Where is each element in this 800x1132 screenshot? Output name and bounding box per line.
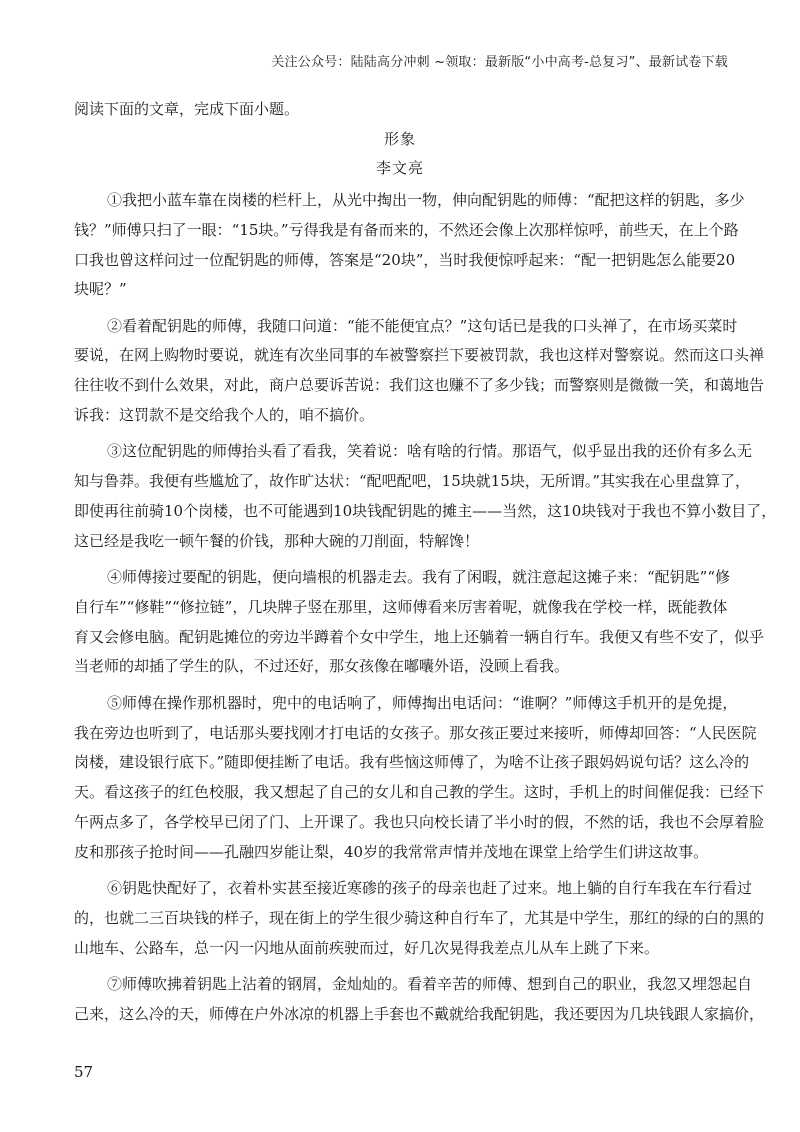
paragraph-line: 岗楼，建设银行底下。”随即便挂断了电话。我有些恼这师傅了，为啥不让孩子跟妈妈说句话？这么冷的 xyxy=(74,753,750,772)
article-title: 形象 xyxy=(383,130,416,148)
paragraph-line: 山地车、公路车，总一闪一闪地从面前疾驶而过，好几次晃得我差点儿从车上跳了下来。 xyxy=(74,938,660,957)
paragraph-line: ⑤师傅在操作那机器时，兜中的电话响了，师傅掏出电话问：“谁啊？”师傅这手机开的是免提， xyxy=(107,693,738,712)
article-paragraph xyxy=(74,437,777,556)
paragraph-line: 钱？”师傅只扫了一眼：“15块。”亏得我是有备而来的，不然还会像上次那样惊呼，前些天，在上个路 xyxy=(74,220,739,239)
paragraph-line: ⑥钥匙快配好了，衣着朴实甚至接近寒碜的孩子的母亲也赶了过来。地上躺的自行车我在车行看过 xyxy=(107,879,753,898)
article-paragraph xyxy=(74,689,765,868)
paragraph-line: ④师傅接过要配的钥匙，便向墙根的机器走去。我有了闲暇，就注意起这摊子来：“配钥匙”“修 xyxy=(107,568,731,587)
paragraph-line: 育又会修电脑。配钥匙摊位的旁边半蹲着个女中学生，地上还躺着一辆自行车。我便又有些不安了，似乎 xyxy=(74,627,765,646)
paragraph-line: 的，也就二三百块钱的样子，现在街上的学生很少骑这种自行车了，尤其是中学生，那红的绿的白的黑的 xyxy=(74,908,765,927)
paragraph-line: ②看着配钥匙的师傅，我随口问道：“能不能便宜点？”这句话已是我的口头禅了，在市场买菜时 xyxy=(107,316,738,335)
reading-instruction: 阅读下面的文章，完成下面小题。 xyxy=(74,100,300,118)
article-paragraph xyxy=(74,186,745,305)
article-body xyxy=(74,186,777,1036)
article-paragraph xyxy=(74,970,765,1030)
paragraph-line: 即使再往前骑10个岗楼，也不可能遇到10块钱配钥匙的摊主——当然，这10块钱对于我也不算小数目了， xyxy=(74,501,777,520)
header-promo-note: 关注公众号：陆陆高分冲刺 ~领取：最新版“小中高考-总复习”、最新试卷下载 xyxy=(271,55,728,70)
paragraph-line: 自行车”“修鞋”“修拉链”，几块牌子竖在那里，这师傅看来厉害着呢，就像我在学校一样，既能教体 xyxy=(74,597,728,616)
page-number: 57 xyxy=(74,1063,94,1081)
paragraph-line: 要说，在网上购物时要说，就连有次坐同事的车被警察拦下要被罚款，我也这样对警察说。然而这口头禅 xyxy=(74,346,765,365)
article-paragraph xyxy=(74,563,765,682)
paragraph-line: 口我也曾这样问过一位配钥匙的师傅，答案是“20块”，当时我便惊呼起来：“配一把钥匙怎么能要20 xyxy=(74,250,736,269)
paragraph-line: ①我把小蓝车靠在岗楼的栏杆上，从光中掏出一物，伸向配钥匙的师傅：“配把这样的钥匙，多少 xyxy=(107,191,745,209)
paragraph-line: 知与鲁莽。我便有些尴尬了，故作旷达状：“配吧配吧，15块就15块，无所谓。”其实我在心里盘算了， xyxy=(74,472,751,491)
paragraph-line: 当老师的却插了学生的队，不过还好，那女孩像在嘟囔外语，没顾上看我。 xyxy=(74,657,570,676)
article-paragraph xyxy=(74,874,765,963)
paragraph-line: ⑦师傅吹拂着钥匙上沾着的钢屑，金灿灿的。看着辛苦的师傅、想到自己的职业，我忽又埋怨起自 xyxy=(107,974,753,993)
paragraph-line: 诉我：这罚款不是交给我个人的，咱不搞价。 xyxy=(74,406,375,425)
article-author: 李文亮 xyxy=(375,159,424,177)
article-paragraph xyxy=(74,312,765,431)
paragraph-line: 这已经是我吃一顿午餐的价钱，那种大碗的刀削面，特解馋！ xyxy=(74,531,480,550)
paragraph-line: 天。看这孩子的红色校服，我又想起了自己的女儿和自己教的学生。这时，手机上的时间催促我：已经下 xyxy=(74,783,765,802)
paragraph-line: 午两点多了，各学校早已闭了门、上开课了。我也只向校长请了半小时的假，不然的话，我也不会厚着脸 xyxy=(74,812,765,831)
paragraph-line: 我在旁边也听到了，电话那头要找刚才打电话的女孩子。那女孩正要过来接听，师傅却回答：“人民医院 xyxy=(74,723,757,742)
paragraph-line: 往往收不到什么效果，对此，商户总要诉苦说：我们这也赚不了多少钱；而警察则是微微一笑，和蔼地告 xyxy=(74,376,765,395)
paragraph-line: 己来，这么冷的天，师傅在户外冰凉的机器上手套也不戴就给我配钥匙，我还要因为几块钱跟人家搞价， xyxy=(74,1004,765,1023)
paragraph-line: 块呢？” xyxy=(74,280,127,299)
paragraph-line: 皮和那孩子抢时间——孔融四岁能让梨，40岁的我常常声情并茂地在课堂上给学生们讲这故事。 xyxy=(74,842,709,861)
paragraph-line: ③这位配钥匙的师傅抬头看了看我，笑着说：啥有啥的行情。那语气，似乎显出我的还价有多么无 xyxy=(107,442,753,461)
